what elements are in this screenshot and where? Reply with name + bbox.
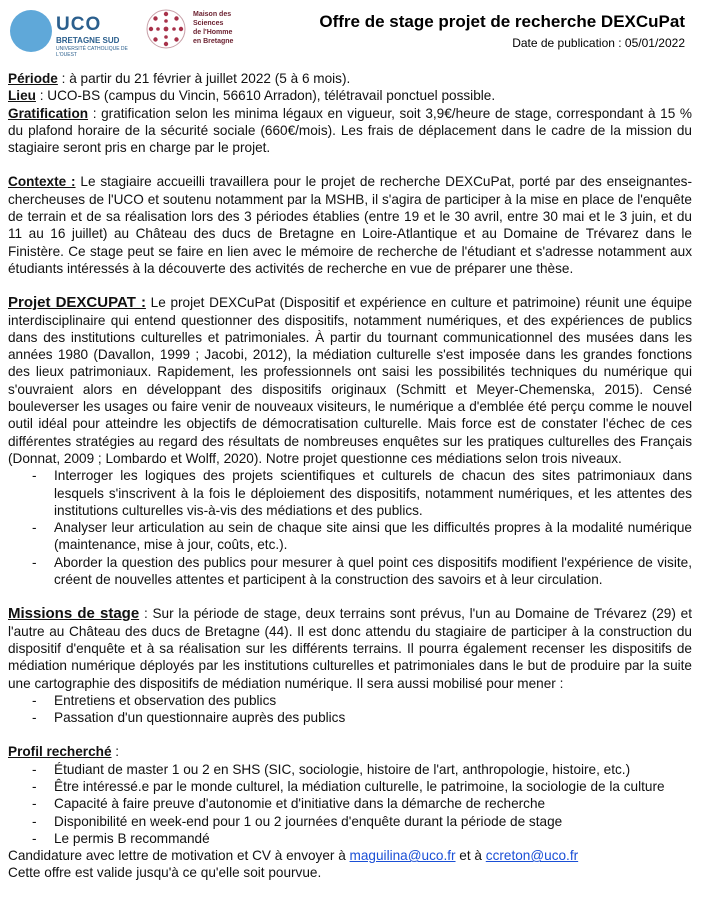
email-link-maguilina[interactable]: maguilina@uco.fr [349, 848, 456, 864]
publication-date: Date de publication : 05/01/2022 [512, 36, 685, 50]
projet-label: Projet DEXCUPAT : [8, 294, 146, 312]
missions-item-1: - Entretiens et observation des publics [32, 692, 692, 709]
profil-suffix: : [111, 744, 120, 760]
projet-text: Le projet DEXCuPat (Dispositif et expérience en culture et patrimoine) réunit une équipe interdisciplinaire qui entend questionner des dispositifs, notamment numériques, et des expériences de publics dans des institutions culturelles et patrimoniales. À partir du tournant communicationnel des musées dans les années 1980 (Davallon, 1999 ; Jacobi, 2012), la médiation culturelle s'est imposée dans les grandes fonctions des lieux patrimoniaux. Rapidement, les professionnels ont saisi les possibilités techniques du numérique qui s'ouvraient alors en développant des dispositifs originaux (Schmitt et Meyer-Chemenska, 2015). Censé bouleverser les usages ou faire venir de nouveaux visiteurs, le numérique a d'emblée été perçu comme le nouvel outil idéal pour atteindre les objectifs de démocratisation culturelle. Mais force est de constater l'échec de ces différentes stratégies au regard des résultats de nombreuses enquêtes sur les pratiques culturelles des Français (Donnat, 2009 ; Lombardo et Wolff, 2020). Notre projet questionne ces médiations selon trois niveaux. [8, 295, 693, 466]
profil-list [8, 761, 692, 847]
profil-item-3: - Capacité à faire preuve d'autonomie et d'initiative dans la démarche de recherche [32, 795, 692, 812]
contexte-paragraph [8, 173, 692, 277]
projet-list [8, 467, 692, 588]
uco-logo-name: UCO [56, 14, 102, 35]
candidature-text: Candidature avec lettre de motivation et CV à envoyer à [8, 848, 350, 864]
profil-heading [8, 743, 692, 760]
profil-item-5: - Le permis B recommandé [32, 830, 692, 847]
uco-logo-campus: BRETAGNE SUD [56, 36, 120, 45]
document-header [0, 0, 705, 70]
missions-item-2: - Passation d'un questionnaire auprès des publics [32, 709, 692, 726]
lieu-text: : UCO-BS (campus du Vincin, 56610 Arradon), télétravail ponctuel possible. [35, 88, 496, 104]
gratification-line [8, 105, 692, 157]
gratification-label: Gratification [8, 105, 89, 121]
missions-text: : Sur la période de stage, deux terrains sont prévus, l'un au Domaine de Trévarez (29) et l'autre au Château des ducs de Bretagne (44). Il est donc attendu du stagiaire de participer à la construction du dispositif d'enquête et à sa réalisation sur les différents terrains. Il pourra également recenser les dispositifs de médiation numérique déployés par les institutions culturelles et patrimoniales dans le but de produire par la suite une cartographie des dispositifs de médiation numérique. Il sera aussi mobilisé pour mener : [8, 606, 692, 691]
validity-line: Cette offre est valide jusqu'à ce qu'elle soit pourvue. [8, 865, 322, 881]
lieu-label: Lieu [8, 88, 36, 104]
contexte-text: Le stagiaire accueilli travaillera pour le projet de recherche DEXCuPat, porté par des enseignantes-chercheuses de l'UCO et soutenu notamment par la MSHB, il s'agira de participer à la mise en place de l'enquête de terrain et de sa réalisation lors des 3 périodes établies (entre 19 et le 30 avril, entre 30 mai et le 3 juin, et du 11 au 16 juillet) au Château des ducs de Bretagne en Loire-Atlantique et au Domaine de Trévarez dans le Finistère. Ce stage peut se faire en lien avec le mémoire de recherche de l'étudiant et s'adresse notamment aux étudiants intéressés à la découverte des activités de recherche en vue de préparer une thèse. [8, 174, 693, 276]
profil-item-2: - Être intéressé.e par le monde culturel, la médiation culturelle, le patrimoine, la sociologie de la culture [32, 778, 692, 795]
projet-paragraph [8, 294, 692, 467]
profil-label: Profil recherché [8, 744, 112, 760]
mshb-logo [145, 8, 255, 60]
projet-item-3: - Aborder la question des publics pour mesurer à quel point ces dispositifs modifient l'expérience de visite, créent de nouvelles attentes et participent à la construction des savoirs et à leur circulation. [32, 554, 692, 589]
missions-list [8, 692, 692, 727]
candidature-and: et à [455, 848, 486, 864]
uco-logo-tagline: UNIVERSITÉ CATHOLIQUE DE L'OUEST [56, 46, 128, 58]
periode-label: Période [8, 71, 58, 86]
periode-text: : à partir du 21 février à juillet 2022 (5 à 6 mois). [57, 71, 351, 86]
missions-label: Missions de stage [8, 605, 140, 623]
uco-logo-mark [10, 10, 52, 52]
email-link-ccreton[interactable]: ccreton@uco.fr [485, 848, 579, 864]
mshb-logo-text: Maison des Sciences de l'Homme en Bretagne [193, 11, 234, 45]
offer-body [8, 70, 692, 882]
missions-paragraph [8, 605, 692, 691]
document-title: Offre de stage projet de recherche DEXCuPat [319, 12, 685, 31]
gratification-text: : gratification selon les minima légaux en vigueur, soit 3,9€/heure de stage, correspondant à 15 % du plafond horaire de la sécurité sociale (660€/mois). Les frais de déplacement dans le cadre de la mission du stagiaire seront pris en charge par le projet. [8, 105, 692, 156]
mshb-logo-mark [145, 8, 187, 50]
profil-item-1: - Étudiant de master 1 ou 2 en SHS (SIC, sociologie, histoire de l'art, anthropologie, histoire, etc.) [32, 761, 692, 778]
contexte-label: Contexte : [8, 174, 76, 190]
profil-item-4: - Disponibilité en week-end pour 1 ou 2 journées d'enquête durant la période de stage [32, 813, 692, 830]
periode-line [8, 70, 692, 87]
uco-logo [10, 10, 130, 58]
projet-item-2: - Analyser leur articulation au sein de chaque site ainsi que les difficultés propres à la modalité numérique (maintenance, mise à jour, coûts, etc.). [32, 519, 692, 554]
lieu-line [8, 87, 692, 104]
candidature-line [8, 847, 692, 864]
projet-item-1: - Interroger les logiques des projets scientifiques et culturels de chacun des sites patrimoniaux dans lesquels s'inscrivent à la fois le déploiement des dispositifs, notamment numériques, et les attentes des institutions culturelles vis-à-vis des médiations et des publics. [32, 467, 692, 519]
